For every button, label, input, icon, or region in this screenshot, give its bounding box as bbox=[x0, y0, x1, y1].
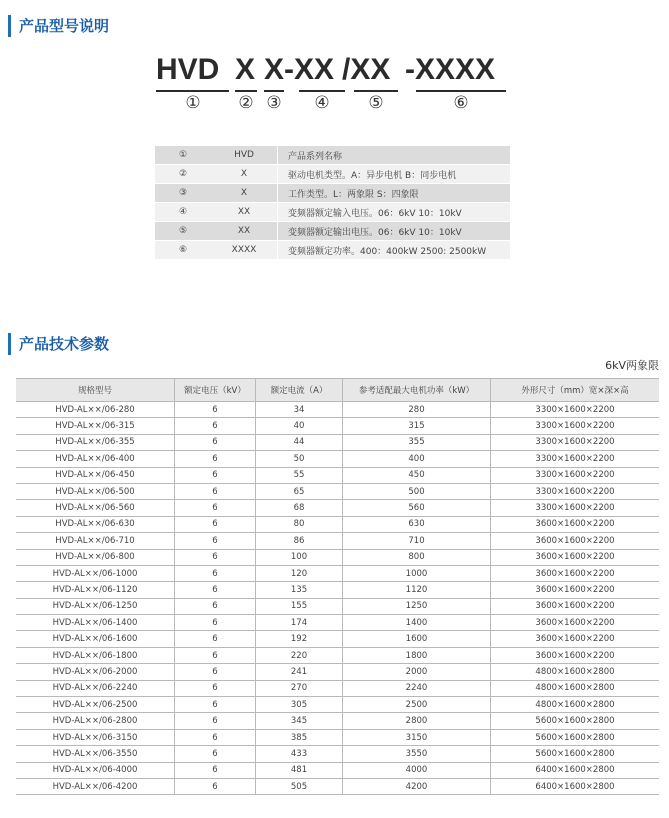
spec-subtitle: 6kV两象限 bbox=[605, 359, 659, 372]
cell-dimensions: 3300×1600×2200 bbox=[491, 451, 660, 467]
definition-code: X bbox=[211, 184, 278, 203]
model-definition-table bbox=[155, 146, 510, 260]
cell-dimensions: 3600×1600×2200 bbox=[491, 631, 660, 647]
definition-row bbox=[155, 203, 510, 222]
cell-dimensions: 3300×1600×2200 bbox=[491, 418, 660, 434]
cell-power: 2800 bbox=[343, 713, 491, 729]
cell-model: HVD-AL××/06-315 bbox=[16, 418, 175, 434]
cell-current: 433 bbox=[256, 746, 343, 762]
code-number: ④ bbox=[314, 93, 330, 113]
table-row bbox=[16, 729, 659, 745]
cell-current: 385 bbox=[256, 729, 343, 745]
definition-row bbox=[155, 241, 510, 260]
cell-voltage: 6 bbox=[175, 418, 256, 434]
code-part-motor-type: X bbox=[235, 53, 256, 86]
cell-dimensions: 3600×1600×2200 bbox=[491, 565, 660, 581]
code-number: ⑥ bbox=[453, 93, 469, 113]
cell-voltage: 6 bbox=[175, 516, 256, 532]
table-row bbox=[16, 565, 659, 581]
cell-model: HVD-AL××/06-2500 bbox=[16, 697, 175, 713]
cell-power: 500 bbox=[343, 483, 491, 499]
cell-power: 800 bbox=[343, 549, 491, 565]
cell-model: HVD-AL××/06-3150 bbox=[16, 729, 175, 745]
definition-number: ⑥ bbox=[155, 241, 211, 260]
cell-voltage: 6 bbox=[175, 434, 256, 450]
cell-model: HVD-AL××/06-710 bbox=[16, 533, 175, 549]
cell-power: 710 bbox=[343, 533, 491, 549]
code-underline bbox=[299, 90, 345, 92]
cell-voltage: 6 bbox=[175, 483, 256, 499]
cell-model: HVD-AL××/06-1600 bbox=[16, 631, 175, 647]
table-row bbox=[16, 516, 659, 532]
definition-description: 驱动电机类型。A：异步电机 B：同步电机 bbox=[278, 165, 511, 184]
cell-dimensions: 4800×1600×2800 bbox=[491, 680, 660, 696]
table-row bbox=[16, 778, 659, 794]
table-row bbox=[16, 500, 659, 516]
cell-voltage: 6 bbox=[175, 500, 256, 516]
spec-header-row bbox=[16, 379, 659, 402]
cell-current: 100 bbox=[256, 549, 343, 565]
cell-dimensions: 3300×1600×2200 bbox=[491, 434, 660, 450]
table-row bbox=[16, 451, 659, 467]
table-row bbox=[16, 746, 659, 762]
cell-power: 4200 bbox=[343, 778, 491, 794]
code-part-output-voltage: /XX bbox=[342, 53, 391, 86]
cell-dimensions: 6400×1600×2800 bbox=[491, 762, 660, 778]
cell-model: HVD-AL××/06-1250 bbox=[16, 598, 175, 614]
cell-voltage: 6 bbox=[175, 451, 256, 467]
cell-model: HVD-AL××/06-4200 bbox=[16, 778, 175, 794]
table-row bbox=[16, 647, 659, 663]
cell-current: 120 bbox=[256, 565, 343, 581]
cell-current: 305 bbox=[256, 697, 343, 713]
cell-voltage: 6 bbox=[175, 762, 256, 778]
definition-number: ① bbox=[155, 146, 211, 165]
code-number: ① bbox=[185, 93, 201, 113]
cell-model: HVD-AL××/06-2240 bbox=[16, 680, 175, 696]
cell-dimensions: 3300×1600×2200 bbox=[491, 500, 660, 516]
definition-row bbox=[155, 165, 510, 184]
cell-dimensions: 3600×1600×2200 bbox=[491, 516, 660, 532]
table-row bbox=[16, 680, 659, 696]
cell-model: HVD-AL××/06-355 bbox=[16, 434, 175, 450]
table-row bbox=[16, 549, 659, 565]
header-power: 参考适配最大电机功率（kW） bbox=[343, 379, 491, 402]
cell-power: 1800 bbox=[343, 647, 491, 663]
code-part-work-type: X bbox=[264, 53, 285, 86]
table-row bbox=[16, 762, 659, 778]
code-underline bbox=[416, 90, 506, 92]
definition-number: ④ bbox=[155, 203, 211, 222]
cell-voltage: 6 bbox=[175, 778, 256, 794]
table-row bbox=[16, 598, 659, 614]
header-voltage: 额定电压（kV） bbox=[175, 379, 256, 402]
cell-power: 2240 bbox=[343, 680, 491, 696]
cell-current: 65 bbox=[256, 483, 343, 499]
definition-row bbox=[155, 222, 510, 241]
cell-current: 505 bbox=[256, 778, 343, 794]
cell-power: 400 bbox=[343, 451, 491, 467]
cell-model: HVD-AL××/06-400 bbox=[16, 451, 175, 467]
cell-model: HVD-AL××/06-1000 bbox=[16, 565, 175, 581]
header-dimensions: 外形尺寸（mm）宽×深×高 bbox=[491, 379, 660, 402]
cell-dimensions: 4800×1600×2800 bbox=[491, 697, 660, 713]
cell-current: 345 bbox=[256, 713, 343, 729]
table-row bbox=[16, 664, 659, 680]
cell-dimensions: 3600×1600×2200 bbox=[491, 598, 660, 614]
code-underline bbox=[354, 90, 398, 92]
header-current: 额定电流（A） bbox=[256, 379, 343, 402]
cell-voltage: 6 bbox=[175, 697, 256, 713]
cell-voltage: 6 bbox=[175, 729, 256, 745]
definition-description: 变频器额定输出电压。06：6kV 10：10kV bbox=[278, 222, 511, 241]
cell-voltage: 6 bbox=[175, 582, 256, 598]
cell-current: 44 bbox=[256, 434, 343, 450]
code-part-series: HVD bbox=[156, 53, 220, 86]
cell-model: HVD-AL××/06-280 bbox=[16, 402, 175, 418]
table-row bbox=[16, 418, 659, 434]
cell-model: HVD-AL××/06-4000 bbox=[16, 762, 175, 778]
code-number: ③ bbox=[266, 93, 282, 113]
cell-model: HVD-AL××/06-560 bbox=[16, 500, 175, 516]
definition-code: XX bbox=[211, 222, 278, 241]
cell-current: 135 bbox=[256, 582, 343, 598]
cell-dimensions: 3300×1600×2200 bbox=[491, 483, 660, 499]
cell-model: HVD-AL××/06-500 bbox=[16, 483, 175, 499]
table-row bbox=[16, 697, 659, 713]
cell-power: 1600 bbox=[343, 631, 491, 647]
table-row bbox=[16, 434, 659, 450]
cell-dimensions: 6400×1600×2800 bbox=[491, 778, 660, 794]
cell-voltage: 6 bbox=[175, 680, 256, 696]
cell-current: 220 bbox=[256, 647, 343, 663]
code-part-input-voltage: -XX bbox=[284, 53, 335, 86]
model-code-diagram bbox=[156, 52, 516, 122]
cell-current: 34 bbox=[256, 402, 343, 418]
cell-dimensions: 5600×1600×2800 bbox=[491, 729, 660, 745]
cell-dimensions: 5600×1600×2800 bbox=[491, 746, 660, 762]
definition-number: ② bbox=[155, 165, 211, 184]
cell-current: 68 bbox=[256, 500, 343, 516]
cell-model: HVD-AL××/06-1120 bbox=[16, 582, 175, 598]
cell-power: 560 bbox=[343, 500, 491, 516]
cell-voltage: 6 bbox=[175, 664, 256, 680]
code-underline bbox=[264, 90, 284, 92]
section-title-model-naming: 产品型号说明 bbox=[8, 15, 109, 37]
table-row bbox=[16, 533, 659, 549]
cell-voltage: 6 bbox=[175, 533, 256, 549]
cell-current: 80 bbox=[256, 516, 343, 532]
cell-model: HVD-AL××/06-3550 bbox=[16, 746, 175, 762]
code-underline bbox=[156, 90, 229, 92]
section-title-specifications: 产品技术参数 bbox=[8, 333, 109, 355]
cell-voltage: 6 bbox=[175, 549, 256, 565]
cell-power: 1250 bbox=[343, 598, 491, 614]
cell-power: 2000 bbox=[343, 664, 491, 680]
cell-voltage: 6 bbox=[175, 647, 256, 663]
spec-table bbox=[16, 378, 659, 795]
cell-dimensions: 4800×1600×2800 bbox=[491, 664, 660, 680]
definition-number: ③ bbox=[155, 184, 211, 203]
cell-current: 174 bbox=[256, 615, 343, 631]
definition-code: XXXX bbox=[211, 241, 278, 260]
cell-current: 270 bbox=[256, 680, 343, 696]
cell-power: 2500 bbox=[343, 697, 491, 713]
code-number: ⑤ bbox=[368, 93, 384, 113]
cell-dimensions: 3600×1600×2200 bbox=[491, 647, 660, 663]
cell-power: 3150 bbox=[343, 729, 491, 745]
cell-dimensions: 3600×1600×2200 bbox=[491, 582, 660, 598]
cell-power: 3550 bbox=[343, 746, 491, 762]
definition-description: 产品系列名称 bbox=[278, 146, 511, 165]
cell-voltage: 6 bbox=[175, 402, 256, 418]
code-underline bbox=[235, 90, 257, 92]
table-row bbox=[16, 467, 659, 483]
definition-row bbox=[155, 146, 510, 165]
cell-current: 40 bbox=[256, 418, 343, 434]
table-row bbox=[16, 582, 659, 598]
code-number: ② bbox=[238, 93, 254, 113]
cell-current: 481 bbox=[256, 762, 343, 778]
code-part-power: -XXXX bbox=[405, 53, 496, 86]
cell-dimensions: 3600×1600×2200 bbox=[491, 533, 660, 549]
cell-current: 192 bbox=[256, 631, 343, 647]
cell-voltage: 6 bbox=[175, 631, 256, 647]
table-row bbox=[16, 402, 659, 418]
cell-current: 55 bbox=[256, 467, 343, 483]
cell-model: HVD-AL××/06-800 bbox=[16, 549, 175, 565]
cell-power: 630 bbox=[343, 516, 491, 532]
cell-model: HVD-AL××/06-2000 bbox=[16, 664, 175, 680]
cell-current: 50 bbox=[256, 451, 343, 467]
cell-model: HVD-AL××/06-450 bbox=[16, 467, 175, 483]
cell-voltage: 6 bbox=[175, 746, 256, 762]
definition-number: ⑤ bbox=[155, 222, 211, 241]
cell-model: HVD-AL××/06-1400 bbox=[16, 615, 175, 631]
cell-dimensions: 3600×1600×2200 bbox=[491, 615, 660, 631]
cell-dimensions: 3300×1600×2200 bbox=[491, 467, 660, 483]
cell-model: HVD-AL××/06-630 bbox=[16, 516, 175, 532]
cell-power: 1400 bbox=[343, 615, 491, 631]
definition-code: HVD bbox=[211, 146, 278, 165]
definition-code: X bbox=[211, 165, 278, 184]
table-row bbox=[16, 615, 659, 631]
cell-power: 355 bbox=[343, 434, 491, 450]
cell-voltage: 6 bbox=[175, 615, 256, 631]
cell-current: 241 bbox=[256, 664, 343, 680]
table-row bbox=[16, 713, 659, 729]
definition-description: 变频器额定输入电压。06：6kV 10：10kV bbox=[278, 203, 511, 222]
cell-voltage: 6 bbox=[175, 565, 256, 581]
cell-power: 280 bbox=[343, 402, 491, 418]
cell-power: 450 bbox=[343, 467, 491, 483]
cell-dimensions: 5600×1600×2800 bbox=[491, 713, 660, 729]
cell-model: HVD-AL××/06-1800 bbox=[16, 647, 175, 663]
header-model: 规格型号 bbox=[16, 379, 175, 402]
table-row bbox=[16, 483, 659, 499]
cell-current: 155 bbox=[256, 598, 343, 614]
cell-power: 315 bbox=[343, 418, 491, 434]
cell-voltage: 6 bbox=[175, 467, 256, 483]
cell-model: HVD-AL××/06-2800 bbox=[16, 713, 175, 729]
cell-power: 1120 bbox=[343, 582, 491, 598]
cell-voltage: 6 bbox=[175, 598, 256, 614]
definition-description: 工作类型。L：两象限 S：四象限 bbox=[278, 184, 511, 203]
cell-power: 1000 bbox=[343, 565, 491, 581]
table-row bbox=[16, 631, 659, 647]
cell-power: 4000 bbox=[343, 762, 491, 778]
cell-dimensions: 3600×1600×2200 bbox=[491, 549, 660, 565]
cell-voltage: 6 bbox=[175, 713, 256, 729]
definition-row bbox=[155, 184, 510, 203]
definition-code: XX bbox=[211, 203, 278, 222]
cell-current: 86 bbox=[256, 533, 343, 549]
cell-dimensions: 3300×1600×2200 bbox=[491, 402, 660, 418]
definition-description: 变频器额定功率。400：400kW 2500: 2500kW bbox=[278, 241, 511, 260]
